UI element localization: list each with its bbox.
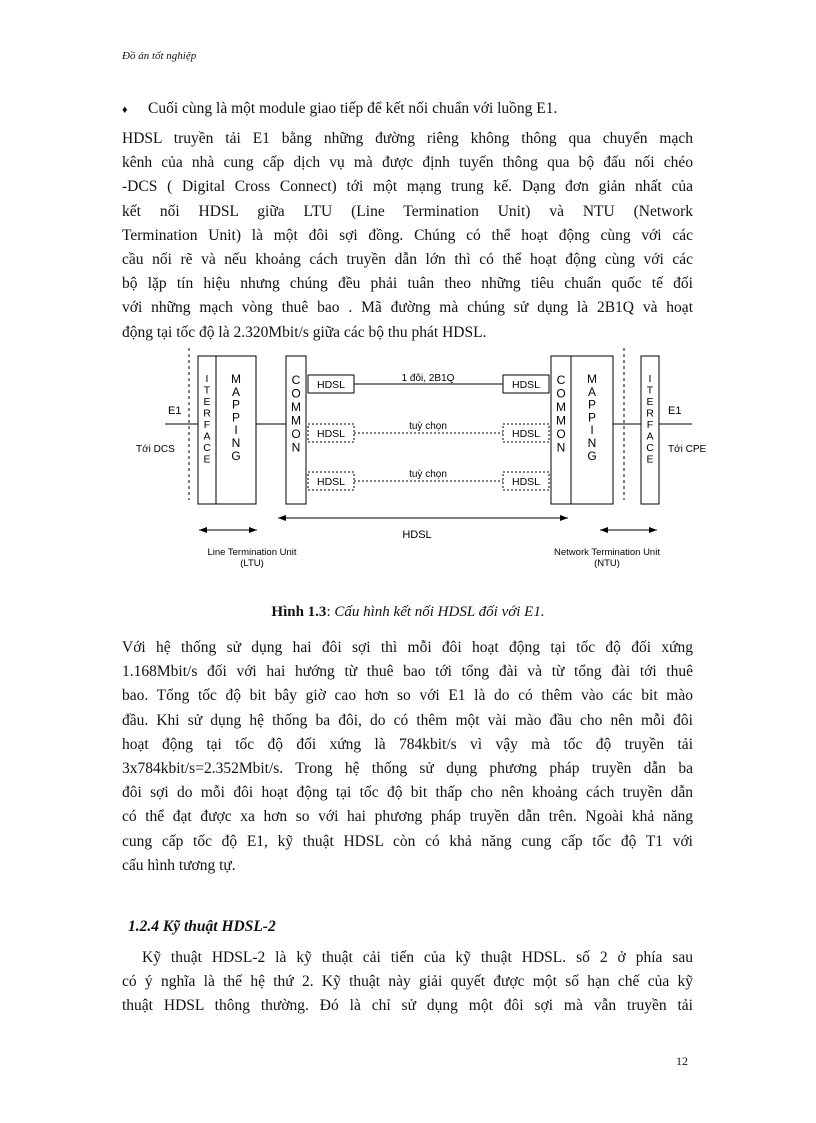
diagram-letter: M <box>556 400 566 414</box>
diagram-letter: N <box>587 436 597 450</box>
diagram-letter: T <box>203 384 211 397</box>
diagram-letter: R <box>646 407 654 420</box>
diagram-letter: A <box>587 384 597 399</box>
diagram-letter: P <box>231 410 241 425</box>
pair-label-1: 1 đôi, 2B1Q <box>401 373 455 384</box>
diagram-letter: P <box>231 397 241 412</box>
paragraph-line: hoạt động tại tốc độ đối xứng là 784kbit/s vì vậy mà tốc độ truyền tải <box>122 735 693 753</box>
left-interface-letters <box>203 373 211 466</box>
left-e1-label: E1 <box>168 405 182 417</box>
diagram-letter: O <box>291 386 301 401</box>
diagram-letter: E <box>646 453 654 466</box>
ltu-arrow-right-head <box>249 527 257 533</box>
right-hdsl-label-3: HDSL <box>511 476 541 488</box>
paragraph-line: có thể đạt được xa hơn so với hai phương pháp truyền dẫn trên. Ngoài khả năng <box>122 808 693 826</box>
figure-caption <box>0 604 816 621</box>
bullet-item <box>122 97 557 122</box>
paragraph-line-last: cấu hình tương tự. <box>122 856 236 874</box>
paragraph-line: -DCS ( Digital Cross Connect) tới một mạng trung kế. Dạng đơn giản nhất của <box>122 178 693 196</box>
running-header: Đồ án tốt nghiệp <box>122 50 197 62</box>
right-e1-label: E1 <box>668 405 682 417</box>
bullet-text: Cuối cùng là một module giao tiếp để kết nối chuẩn với luồng E1. <box>148 100 558 117</box>
paragraph-line: thuật HDSL thông thường. Đó là chỉ sử dụng một đôi sợi mà vẫn truyền tải <box>122 997 693 1015</box>
pair-label-3: tuỳ chọn <box>409 469 447 480</box>
paragraph-line: kết nối HDSL giữa LTU (Line Termination Unit) và NTU (Network <box>122 202 693 220</box>
paragraph-line: Với hệ thống sử dụng hai đôi sợi thì mỗi đôi hoạt động tại tốc độ đối xứng <box>122 639 693 656</box>
paragraph-line: đôi sợi do mỗi đôi hoạt động tại tốc độ bit thấp cho nên khoảng cách truyền dẫn <box>122 784 693 802</box>
diagram-letter: R <box>203 407 211 420</box>
paragraph-line: Kỹ thuật HDSL-2 là kỹ thuật cải tiến của kỹ thuật HDSL. số 2 ở phía sau <box>142 949 693 966</box>
diagram-letter: C <box>203 442 211 454</box>
diagram-letter: M <box>556 413 566 428</box>
paragraph-line: có ý nghĩa là thế hệ thứ 2. Kỹ thuật này giải quyết được một số hạn chế của kỹ <box>122 973 693 991</box>
diagram-letter: A <box>203 430 211 443</box>
diagram-letter: N <box>291 440 301 455</box>
diagram-letter: E <box>646 396 654 408</box>
diagram-letter: I <box>205 373 209 385</box>
diagram-letter: A <box>231 384 241 399</box>
diagram-letter: A <box>646 430 654 443</box>
diagram-letter: I <box>648 373 652 385</box>
paragraph-line: 1.168Mbit/s đối với hai hướng từ thuê bao tới tổng đài và từ tổng đài tới thuê <box>122 663 693 681</box>
right-common-letters <box>556 373 566 455</box>
paragraph-line-last: động tại tốc độ là 2.320Mbit/s giữa các bộ thu phát HDSL. <box>122 323 487 341</box>
section-heading: 1.2.4 Kỹ thuật HDSL-2 <box>128 918 276 935</box>
left-hdsl-label-3: HDSL <box>316 476 346 488</box>
diagram-letter: T <box>646 384 654 397</box>
paragraph-hdsl2 <box>122 946 693 1019</box>
left-common-letters <box>291 373 301 455</box>
paragraph-line: cung cấp tốc độ E1, kỹ thuật HDSL còn có khả năng cung cấp tốc độ T1 với <box>122 832 693 850</box>
paragraph-line: cầu nối rẽ và nếu khoảng cách truyền dẫn lớn thì có thể hoạt động cùng với các <box>122 251 693 269</box>
diagram-letter: C <box>291 373 301 387</box>
left-destination-label: Tới DCS <box>136 444 175 455</box>
right-interface-letters <box>646 373 654 466</box>
diagram-letter: E <box>203 396 211 408</box>
diagram-letter: P <box>587 397 597 412</box>
ltu-name-label: Line Termination Unit <box>207 547 297 558</box>
hdsl-arrow-left-head <box>278 515 286 521</box>
hdsl-span-label: HDSL <box>402 529 432 541</box>
diagram-letter: N <box>231 436 241 450</box>
right-hdsl-label-1: HDSL <box>511 379 541 391</box>
diamond-bullet-icon: ♦ <box>122 104 128 116</box>
paragraph-line: bao. Tổng tốc độ bit bây giờ cao hơn so với E1 là do có thêm vào các bit mào <box>122 687 693 705</box>
left-mapping-letters <box>231 372 241 463</box>
diagram-letter: C <box>646 442 654 454</box>
ntu-arrow-left-head <box>600 527 608 533</box>
diagram-letter: I <box>234 423 238 438</box>
diagram-letter: O <box>556 427 566 441</box>
paragraph-line: đầu. Khi sử dụng hệ thống ba đôi, do có thêm một vài mào đầu cho nên mỗi đôi <box>122 711 693 729</box>
diagram-letter: M <box>587 372 597 386</box>
diagram-letter: N <box>556 440 566 455</box>
page-number: 12 <box>676 1054 688 1068</box>
diagram-letter: M <box>291 413 301 428</box>
ntu-abbr-label: (NTU) <box>594 558 620 569</box>
paragraph-line: với những mạch vòng thuê bao . Mã đường mà chúng sử dụng là 2B1Q và hoạt <box>122 299 693 317</box>
diagram-letter: M <box>291 400 301 414</box>
diagram-letter: E <box>203 453 211 466</box>
caption-text: Cấu hình kết nối HDSL đối với E1. <box>334 604 545 620</box>
left-hdsl-label-1: HDSL <box>316 379 346 391</box>
hdsl-arrow-right-head <box>560 515 568 521</box>
paragraph-line: 3x784kbit/s=2.352Mbit/s. Trong hệ thống sử dụng phương pháp truyền dẫn ba <box>122 760 693 778</box>
diagram-letter: I <box>590 423 594 438</box>
diagram-letter: F <box>646 419 654 431</box>
paragraph-line: Termination Unit) là một đôi sợi đồng. Chúng có thể hoạt động cùng với các <box>122 226 693 244</box>
diagram-letter: P <box>587 410 597 425</box>
diagram-letter: F <box>203 419 211 431</box>
ltu-abbr-label: (LTU) <box>240 558 264 569</box>
paragraph-hdsl-e1 <box>122 127 693 345</box>
ntu-arrow-right-head <box>649 527 657 533</box>
right-mapping-letters <box>587 372 597 463</box>
right-destination-label: Tới CPE <box>668 444 707 455</box>
hdsl-configuration-diagram <box>0 340 816 580</box>
diagram-letter: C <box>556 373 566 387</box>
paragraph-line: bộ lặp tín hiệu nhưng chúng đều phải tuân theo những tiêu chuẩn quốc tế đối <box>122 275 693 293</box>
pair-label-2: tuỳ chọn <box>409 421 447 432</box>
caption-label: Hình 1.3 <box>271 604 327 620</box>
diagram-letter: O <box>291 427 301 441</box>
paragraph-line: kênh của nhà cung cấp dịch vụ mà được định tuyến thông qua bộ đấu nối chéo <box>122 154 693 172</box>
ltu-arrow-left-head <box>199 527 207 533</box>
paragraph-line: HDSL truyền tải E1 bằng những đường riêng không thông qua chuyển mạch <box>122 130 693 147</box>
left-hdsl-label-2: HDSL <box>316 428 346 440</box>
diagram-letter: M <box>231 372 241 386</box>
diagram-letter: G <box>587 448 597 463</box>
diagram-letter: G <box>231 448 241 463</box>
diagram-letter: O <box>556 386 566 401</box>
ntu-name-label: Network Termination Unit <box>554 547 660 558</box>
paragraph-pairs <box>122 636 693 878</box>
right-hdsl-label-2: HDSL <box>511 428 541 440</box>
caption-separator: : <box>326 604 335 620</box>
